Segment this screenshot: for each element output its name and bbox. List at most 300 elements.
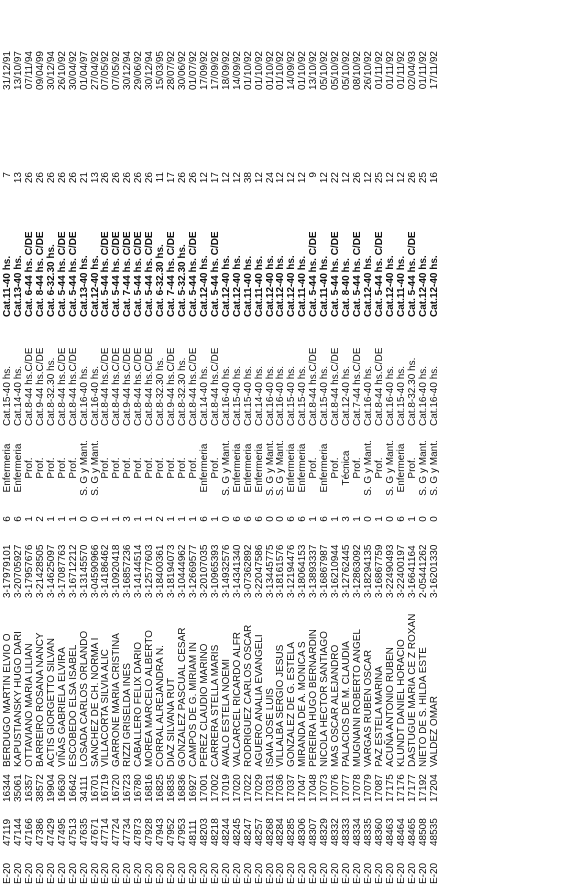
new-category-cell: Cat. 5-44 hs. C/DE — [352, 231, 363, 317]
legajo-cell: 17047 — [297, 774, 309, 802]
group-code-cell: 2 — [34, 516, 46, 522]
group-code-cell: 1 — [45, 516, 57, 522]
new-category-cell: Cat. 5-44 hs. C/DE — [209, 231, 221, 317]
points-cell: 9 — [308, 172, 320, 178]
file-number-cell: 48285 — [286, 818, 298, 846]
points-cell: 12 — [319, 172, 331, 184]
new-category-cell: Cat.12-40 hs. — [198, 255, 210, 317]
points-cell: 26 — [133, 172, 145, 184]
employee-name-cell: PEREIRA HUGO BERNARDIN — [308, 629, 320, 767]
employee-name-cell: VILLACORTA SILVIA ALIC — [100, 649, 112, 767]
legajo-cell: 16344 — [2, 774, 13, 802]
employee-name-cell: PALACIOS DE M. CLAUDIA — [341, 641, 353, 767]
area-cell: S. G y Mant. — [275, 440, 287, 496]
sector-cell: E-20 — [177, 862, 188, 884]
cuil-cell: 3-18064153 — [297, 544, 309, 598]
previous-category-cell: Cat.8-44 hs.C/DE — [56, 347, 68, 426]
cuil-cell: 3-14186462 — [100, 544, 112, 598]
date-cell: 30/12/94 — [144, 51, 156, 90]
date-cell: 17/09/92 — [209, 51, 221, 90]
previous-category-cell: Cat.12-40 hs. — [341, 365, 353, 426]
table-row — [408, 4, 419, 884]
employee-name-cell: VILLALBA SERGIO JESUS — [275, 644, 287, 767]
previous-category-cell: Cat.15-40 hs. — [395, 365, 407, 426]
points-cell: 13 — [89, 172, 101, 184]
previous-category-cell: Cat.8-44 hs.C/DE — [133, 347, 145, 426]
points-cell: 26 — [34, 172, 46, 184]
area-cell: Prof. — [144, 457, 156, 479]
previous-category-cell: Cat.8-32.30 hs. — [406, 357, 418, 426]
file-number-cell: 47495 — [56, 818, 68, 846]
cuil-cell: 3-22400197 — [395, 544, 407, 598]
sector-cell: E-20 — [264, 862, 276, 884]
new-category-cell: Cat.13-40 hs. — [12, 255, 24, 317]
cuil-cell: 3-16867987 — [319, 544, 331, 598]
sector-cell: E-20 — [308, 862, 320, 884]
new-category-cell: Cat. 8-40 hs. — [341, 258, 353, 317]
new-category-cell: Cat.12-40 hs. — [286, 255, 298, 317]
new-category-cell: Cat. 5-44 hs. C/DE — [308, 231, 320, 317]
previous-category-cell: Cat.16-40 hs. — [428, 365, 440, 426]
new-category-cell: Cat.11-40 hs. — [253, 255, 265, 317]
group-code-cell: 6 — [319, 516, 331, 522]
employee-name-cell: KAPUSTIANSKY HUGO DARI — [12, 631, 24, 767]
cuil-cell: 3-16712212 — [67, 544, 79, 598]
area-cell: Prof. — [122, 457, 134, 479]
group-code-cell: 1 — [133, 516, 145, 522]
legajo-cell: 35061 — [12, 774, 24, 802]
area-cell: Enfermeria — [12, 443, 24, 493]
group-code-cell: 0 — [78, 516, 90, 522]
group-code-cell: 6 — [231, 516, 243, 522]
employee-name-cell: RIZZI GRISELDA INES — [122, 663, 134, 767]
sector-cell: E-20 — [23, 862, 35, 884]
file-number-cell: 47952 — [166, 818, 178, 846]
cuil-cell: 3-12194476 — [286, 544, 298, 598]
new-category-cell: Cat. 6-44 hs. C/DE — [23, 231, 35, 317]
previous-category-cell: Cat.16-40 hs. — [220, 365, 232, 426]
employee-name-cell: GONZALEZ PASCUAL CESAR — [177, 627, 188, 767]
new-category-cell: Cat.12-40 hs. — [264, 255, 276, 317]
previous-category-cell: Cat.15-40 hs. — [2, 365, 13, 426]
employee-name-cell: CAMPOS DE G. MIRIAM IN — [187, 641, 199, 767]
date-cell: 28/07/92 — [166, 51, 178, 90]
previous-category-cell: Cat.14-40 hs. — [12, 365, 24, 426]
group-code-cell: 0 — [384, 516, 396, 522]
group-code-cell: 1 — [209, 516, 221, 522]
table-row — [255, 4, 266, 884]
file-number-cell: 48332 — [330, 818, 342, 846]
table-row — [419, 4, 430, 884]
file-number-cell: 47144 — [12, 818, 24, 846]
new-category-cell: Cat.11-40 hs. — [2, 255, 13, 317]
group-code-cell: 2 — [155, 516, 167, 522]
previous-category-cell: Cat.8-32.30 hs. — [155, 357, 167, 426]
table-row — [430, 4, 441, 884]
cuil-cell: 3-18294135 — [362, 544, 374, 598]
legajo-cell: 17031 — [264, 774, 276, 802]
new-category-cell: Cat. 5-44 hs. C/DE — [56, 231, 68, 317]
group-code-cell: 6 — [395, 516, 407, 522]
cuil-cell: 3-07362892 — [242, 544, 254, 598]
legajo-cell: 17076 — [330, 774, 342, 802]
new-category-cell: Cat. 5-44 hs. C/DE — [330, 231, 342, 317]
previous-category-cell: Cat.8-44 hs.C/DE — [23, 347, 35, 426]
legajo-cell: 17001 — [198, 774, 210, 802]
sector-cell: E-20 — [373, 862, 385, 884]
area-cell: Enfermeria — [242, 443, 254, 493]
sector-cell: E-20 — [297, 862, 309, 884]
new-category-cell: Cat. 7-44 hs. C/DE — [166, 231, 178, 317]
new-category-cell: Cat.11-40 hs. — [319, 255, 331, 317]
date-cell: 18/09/92 — [220, 51, 232, 90]
date-cell: 01/11/92 — [384, 51, 396, 90]
new-category-cell: Cat. 6-32.30 hs. — [45, 244, 57, 317]
employee-name-cell: DIAZ SILVANA RUT — [166, 677, 178, 767]
points-cell: 12 — [297, 172, 309, 184]
file-number-cell: 47873 — [133, 818, 145, 846]
points-cell: 12 — [341, 172, 353, 184]
legajo-cell: 16357 — [23, 774, 35, 802]
points-cell: 12 — [198, 172, 210, 184]
file-number-cell: 48218 — [209, 818, 221, 846]
area-cell: Prof. — [352, 457, 363, 479]
area-cell: Prof. — [209, 457, 221, 479]
area-cell: S. G y Mant. — [78, 440, 90, 496]
sector-cell: E-20 — [144, 862, 156, 884]
file-number-cell: 47714 — [100, 818, 112, 846]
group-code-cell: 1 — [100, 516, 112, 522]
sector-cell: E-20 — [395, 862, 407, 884]
points-cell: 26 — [111, 172, 123, 184]
sector-cell: E-20 — [330, 862, 342, 884]
legajo-cell: 17019 — [220, 774, 232, 802]
group-code-cell: 6 — [2, 516, 13, 522]
group-code-cell: 1 — [177, 516, 188, 522]
points-cell: 12 — [362, 172, 374, 184]
file-number-cell: 47734 — [122, 818, 134, 846]
file-number-cell: 48306 — [297, 818, 309, 846]
legajo-cell: 34111 — [78, 775, 90, 802]
new-category-cell: Cat.12-40 hs. — [231, 255, 243, 317]
sector-cell: E-20 — [319, 862, 331, 884]
previous-category-cell: Cat.8-44 hs.C/DE — [209, 347, 221, 426]
employee-name-cell: NIETO DE S. HILDA ESTE — [417, 647, 429, 767]
previous-category-cell: Cat.15-40 hs. — [242, 365, 254, 426]
cuil-cell: 3-12577603 — [144, 544, 156, 598]
employee-name-cell: NICOLA HECTOR SANTIAGO — [319, 631, 331, 767]
cuil-cell: 3-14144514 — [133, 544, 145, 598]
group-code-cell: 1 — [330, 516, 342, 522]
group-code-cell: 0 — [275, 516, 287, 522]
group-code-cell: 1 — [406, 516, 418, 522]
cuil-cell: 3-22490493 — [384, 544, 396, 598]
previous-category-cell: Cat.15-40 hs. — [297, 365, 309, 426]
area-cell: Prof. — [100, 457, 112, 479]
legajo-cell: 16719 — [100, 774, 112, 802]
sector-cell: E-20 — [111, 862, 123, 884]
group-code-cell: 1 — [166, 516, 178, 522]
sector-cell: E-20 — [406, 862, 418, 884]
file-number-cell: 48111 — [187, 819, 199, 846]
sector-cell: E-20 — [417, 862, 429, 884]
cuil-cell: 3-10920418 — [111, 544, 123, 598]
area-cell: Prof. — [155, 457, 167, 479]
file-number-cell: 48307 — [308, 818, 320, 846]
cuil-cell: 3-20107035 — [198, 544, 210, 598]
legajo-cell: 17002 — [209, 774, 221, 802]
date-cell: 13/10/92 — [308, 51, 320, 90]
group-code-cell: 6 — [242, 516, 254, 522]
cuil-cell: 2-05441262 — [417, 544, 429, 598]
employee-name-cell: CORRAL ALREJANDRA N. — [155, 645, 167, 767]
cuil-cell: 3-17957676 — [23, 544, 35, 598]
personnel-listing-table — [3, 4, 441, 884]
date-cell: 26/10/92 — [362, 51, 374, 90]
sector-cell: E-20 — [67, 862, 79, 884]
previous-category-cell: Cat.8-44 hs.C/DE — [100, 347, 112, 426]
points-cell: 13 — [12, 172, 24, 184]
employee-name-cell: ISAIA JOSE LUIS — [264, 688, 276, 767]
area-cell: Enfermeria — [319, 443, 331, 493]
date-cell: 17/11/92 — [428, 51, 440, 90]
employee-name-cell: GARRONE MARIA CRISTINA — [111, 633, 123, 767]
employee-name-cell: RODRIGUEZ CARLOS OSCAR — [242, 624, 254, 767]
file-number-cell: 48268 — [264, 818, 276, 846]
file-number-cell: 48245 — [231, 818, 243, 846]
date-cell: 30/04/92 — [67, 51, 79, 90]
date-cell: 14/09/92 — [286, 51, 298, 90]
sector-cell: E-20 — [133, 862, 145, 884]
area-cell: Prof. — [67, 457, 79, 479]
new-category-cell: Cat.12-40 hs. — [417, 255, 429, 317]
new-category-cell: Cat. 7-44 hs. C/DE — [122, 231, 134, 317]
area-cell: S. G y Mant. — [362, 440, 374, 496]
table-row — [69, 4, 80, 884]
previous-category-cell: Cat.8-32.30 hs. — [45, 357, 57, 426]
cuil-cell: 3-16867759 — [373, 544, 385, 598]
area-cell: Prof. — [45, 457, 57, 479]
cuil-cell: 3-16641164 — [406, 545, 418, 598]
legajo-cell: 17192 — [417, 774, 429, 802]
date-cell: 30/12/94 — [122, 51, 134, 90]
sector-cell: E-20 — [253, 862, 265, 884]
previous-category-cell: Cat.16-40 hs. — [275, 365, 287, 426]
group-code-cell: 0 — [417, 516, 429, 522]
group-code-cell: 0 — [362, 516, 374, 522]
group-code-cell: 1 — [352, 516, 363, 522]
employee-name-cell: GONZALEZ DE G. ESTELA — [286, 641, 298, 767]
legajo-cell: 19904 — [45, 774, 57, 802]
previous-category-cell: Cat.8-44 hs.C/DE — [67, 347, 79, 426]
date-cell: 07/05/92 — [100, 51, 112, 90]
area-cell: Técnica — [341, 450, 353, 486]
employee-name-cell: VARGAS RUBEN OSCAR — [362, 649, 374, 767]
points-cell: 26 — [56, 172, 68, 184]
new-category-cell: Cat. 5-44 hs. C/DE — [187, 231, 199, 317]
table-row — [244, 4, 255, 884]
date-cell: 14/09/92 — [231, 51, 243, 90]
employee-name-cell: MUGNAINI ROBERTO ANGEL — [352, 629, 363, 767]
area-cell: Prof. — [166, 457, 178, 479]
new-category-cell: Cat. 5-44 hs. C/DE — [373, 231, 385, 317]
area-cell: Enfermeria — [2, 443, 13, 493]
legajo-cell: 16720 — [111, 774, 123, 802]
previous-category-cell: Cat.9-44 hs.C/DE — [166, 347, 178, 426]
new-category-cell: Cat. 5-44 hs. C/DE — [406, 231, 418, 317]
date-cell: 31/12/91 — [2, 51, 13, 90]
file-number-cell: 47671 — [89, 818, 101, 846]
points-cell: 12 — [395, 172, 407, 184]
sector-cell: E-20 — [242, 862, 254, 884]
file-number-cell: 48335 — [362, 818, 374, 846]
points-cell: 24 — [264, 172, 276, 184]
points-cell: 11 — [155, 172, 167, 183]
area-cell: S. G y Mant. — [384, 440, 396, 496]
group-code-cell: 6 — [253, 516, 265, 522]
cuil-cell: 3-14341340 — [231, 544, 243, 598]
previous-category-cell: Cat.8-44 hs.C/DE — [330, 347, 342, 426]
new-category-cell: Cat. 8-44 hs. C/DE — [34, 231, 46, 317]
employee-name-cell: SANCHEZ DE CH. NORMA I — [89, 637, 101, 767]
file-number-cell: 48465 — [406, 818, 418, 846]
cuil-cell: 3-13445775 — [264, 544, 276, 598]
sector-cell: E-20 — [231, 862, 243, 884]
file-number-cell: 47928 — [144, 818, 156, 846]
table-row — [58, 4, 69, 884]
new-category-cell: Cat. 5-44 hs. C/DE — [67, 231, 79, 317]
file-number-cell: 48360 — [373, 818, 385, 846]
points-cell: 12 — [286, 172, 298, 184]
file-number-cell: 48464 — [395, 818, 407, 846]
group-code-cell: 0 — [428, 516, 440, 522]
group-code-cell: 6 — [198, 516, 210, 522]
area-cell: Prof. — [330, 457, 342, 479]
previous-category-cell: Cat.14-40 hs. — [198, 365, 210, 426]
file-number-cell: 48329 — [319, 818, 331, 846]
cuil-cell: 3-18400361 — [155, 544, 167, 598]
points-cell: 26 — [100, 172, 112, 184]
sector-cell: E-20 — [45, 862, 57, 884]
points-cell: 12 — [275, 172, 287, 184]
file-number-cell: 47724 — [111, 818, 123, 846]
cuil-cell: 3-18161576 — [275, 544, 287, 598]
points-cell: 17 — [209, 172, 221, 184]
points-cell: 25 — [417, 172, 429, 184]
date-cell: 30/06/92 — [177, 51, 188, 90]
previous-category-cell: Cat.15-40 hs. — [286, 365, 298, 426]
points-cell: 21 — [78, 172, 90, 184]
sector-cell: E-20 — [428, 862, 440, 884]
previous-category-cell: Cat.16-40 hs. — [362, 365, 374, 426]
points-cell: 12 — [384, 172, 396, 184]
points-cell: 26 — [23, 172, 35, 184]
date-cell: 01/10/92 — [264, 51, 276, 90]
previous-category-cell: Cat.16-40 hs. — [417, 365, 429, 426]
points-cell: 16 — [428, 172, 440, 184]
group-code-cell: 6 — [297, 516, 309, 522]
date-cell: 05/10/92 — [341, 51, 353, 90]
previous-category-cell: Cat.14-40 hs. — [253, 365, 265, 426]
new-category-cell: Cat.12-40 hs. — [275, 255, 287, 317]
cuil-cell: 3-12762445 — [341, 544, 353, 598]
previous-category-cell: Cat.16-40 hs. — [89, 365, 101, 426]
legajo-cell: 16701 — [89, 774, 101, 802]
file-number-cell: 48333 — [341, 818, 353, 846]
group-code-cell: 1 — [67, 516, 79, 522]
area-cell: Prof. — [373, 457, 385, 479]
previous-category-cell: Cat.16-40 hs. — [78, 365, 90, 426]
sector-cell: E-20 — [286, 862, 298, 884]
points-cell: 12 — [253, 172, 265, 184]
new-category-cell: Cat.12-40 hs. — [362, 255, 374, 317]
area-cell: Prof. — [187, 457, 199, 479]
file-number-cell: 47386 — [34, 818, 46, 846]
cuil-cell: 3-17087763 — [56, 544, 68, 598]
file-number-cell: 48508 — [417, 818, 429, 846]
employee-name-cell: KLUNDT DANIEL HORACIO — [395, 639, 407, 767]
file-number-cell: 48535 — [428, 818, 440, 846]
cuil-cell: 3-21428505 — [34, 544, 46, 598]
cuil-cell: 3-16857236 — [122, 544, 134, 598]
sector-cell: E-20 — [34, 862, 46, 884]
cuil-cell: 3-10965393 — [209, 544, 221, 598]
previous-category-cell: Cat.15-40 hs. — [231, 365, 243, 426]
employee-name-cell: AVALO ESTELA NOEMI — [220, 659, 232, 767]
points-cell: 26 — [67, 172, 79, 184]
employee-name-cell: BERDUGO MARTIN ELVIO O — [2, 633, 13, 767]
legajo-cell: 17177 — [406, 774, 418, 802]
area-cell: S. G y Mant. — [220, 440, 232, 496]
legajo-cell: 16927 — [187, 774, 199, 802]
file-number-cell: 47429 — [45, 818, 57, 846]
sector-cell: E-20 — [209, 862, 221, 884]
legajo-cell: 16835 — [166, 774, 178, 802]
file-number-cell: 47635 — [78, 818, 90, 846]
date-cell: 01/11/92 — [395, 51, 407, 90]
group-code-cell: 1 — [308, 516, 320, 522]
sector-cell: E-20 — [275, 862, 287, 884]
area-cell: Prof. — [406, 457, 418, 479]
sector-cell: E-20 — [341, 862, 353, 884]
date-cell: 07/05/92 — [111, 51, 123, 90]
table-row — [80, 4, 91, 884]
legajo-cell: 17079 — [362, 774, 374, 802]
new-category-cell: Cat. 5-44 hs. C/DE — [133, 231, 145, 317]
group-code-cell: 1 — [23, 516, 35, 522]
employee-name-cell: VALCARCEL RICARDO ALFR — [231, 631, 243, 767]
employee-name-cell: MIRANDA DE A. MONICA S — [297, 641, 309, 767]
new-category-cell: Cat.12-40 hs. — [428, 255, 440, 317]
date-cell: 01/04/97 — [78, 51, 90, 90]
date-cell: 13/10/97 — [12, 51, 24, 90]
sector-cell: E-20 — [12, 862, 24, 884]
cuil-cell: 3-12669577 — [187, 544, 199, 598]
legajo-cell: 17036 — [275, 774, 287, 802]
points-cell: 12 — [231, 172, 243, 184]
legajo-cell: 16723 — [122, 774, 134, 802]
file-number-cell: 48463 — [384, 818, 396, 846]
cuil-cell: 3-17979101 — [2, 544, 13, 598]
previous-category-cell: Cat.8-44 hs.C/DE — [308, 347, 320, 426]
file-number-cell: 48203 — [198, 818, 210, 846]
points-cell: 26 — [45, 172, 57, 184]
group-code-cell: 3 — [341, 516, 353, 522]
legajo-cell: 17078 — [352, 774, 363, 802]
group-code-cell: 1 — [144, 516, 156, 522]
area-cell: Prof. — [177, 457, 188, 479]
group-code-cell: 3 — [122, 516, 134, 522]
